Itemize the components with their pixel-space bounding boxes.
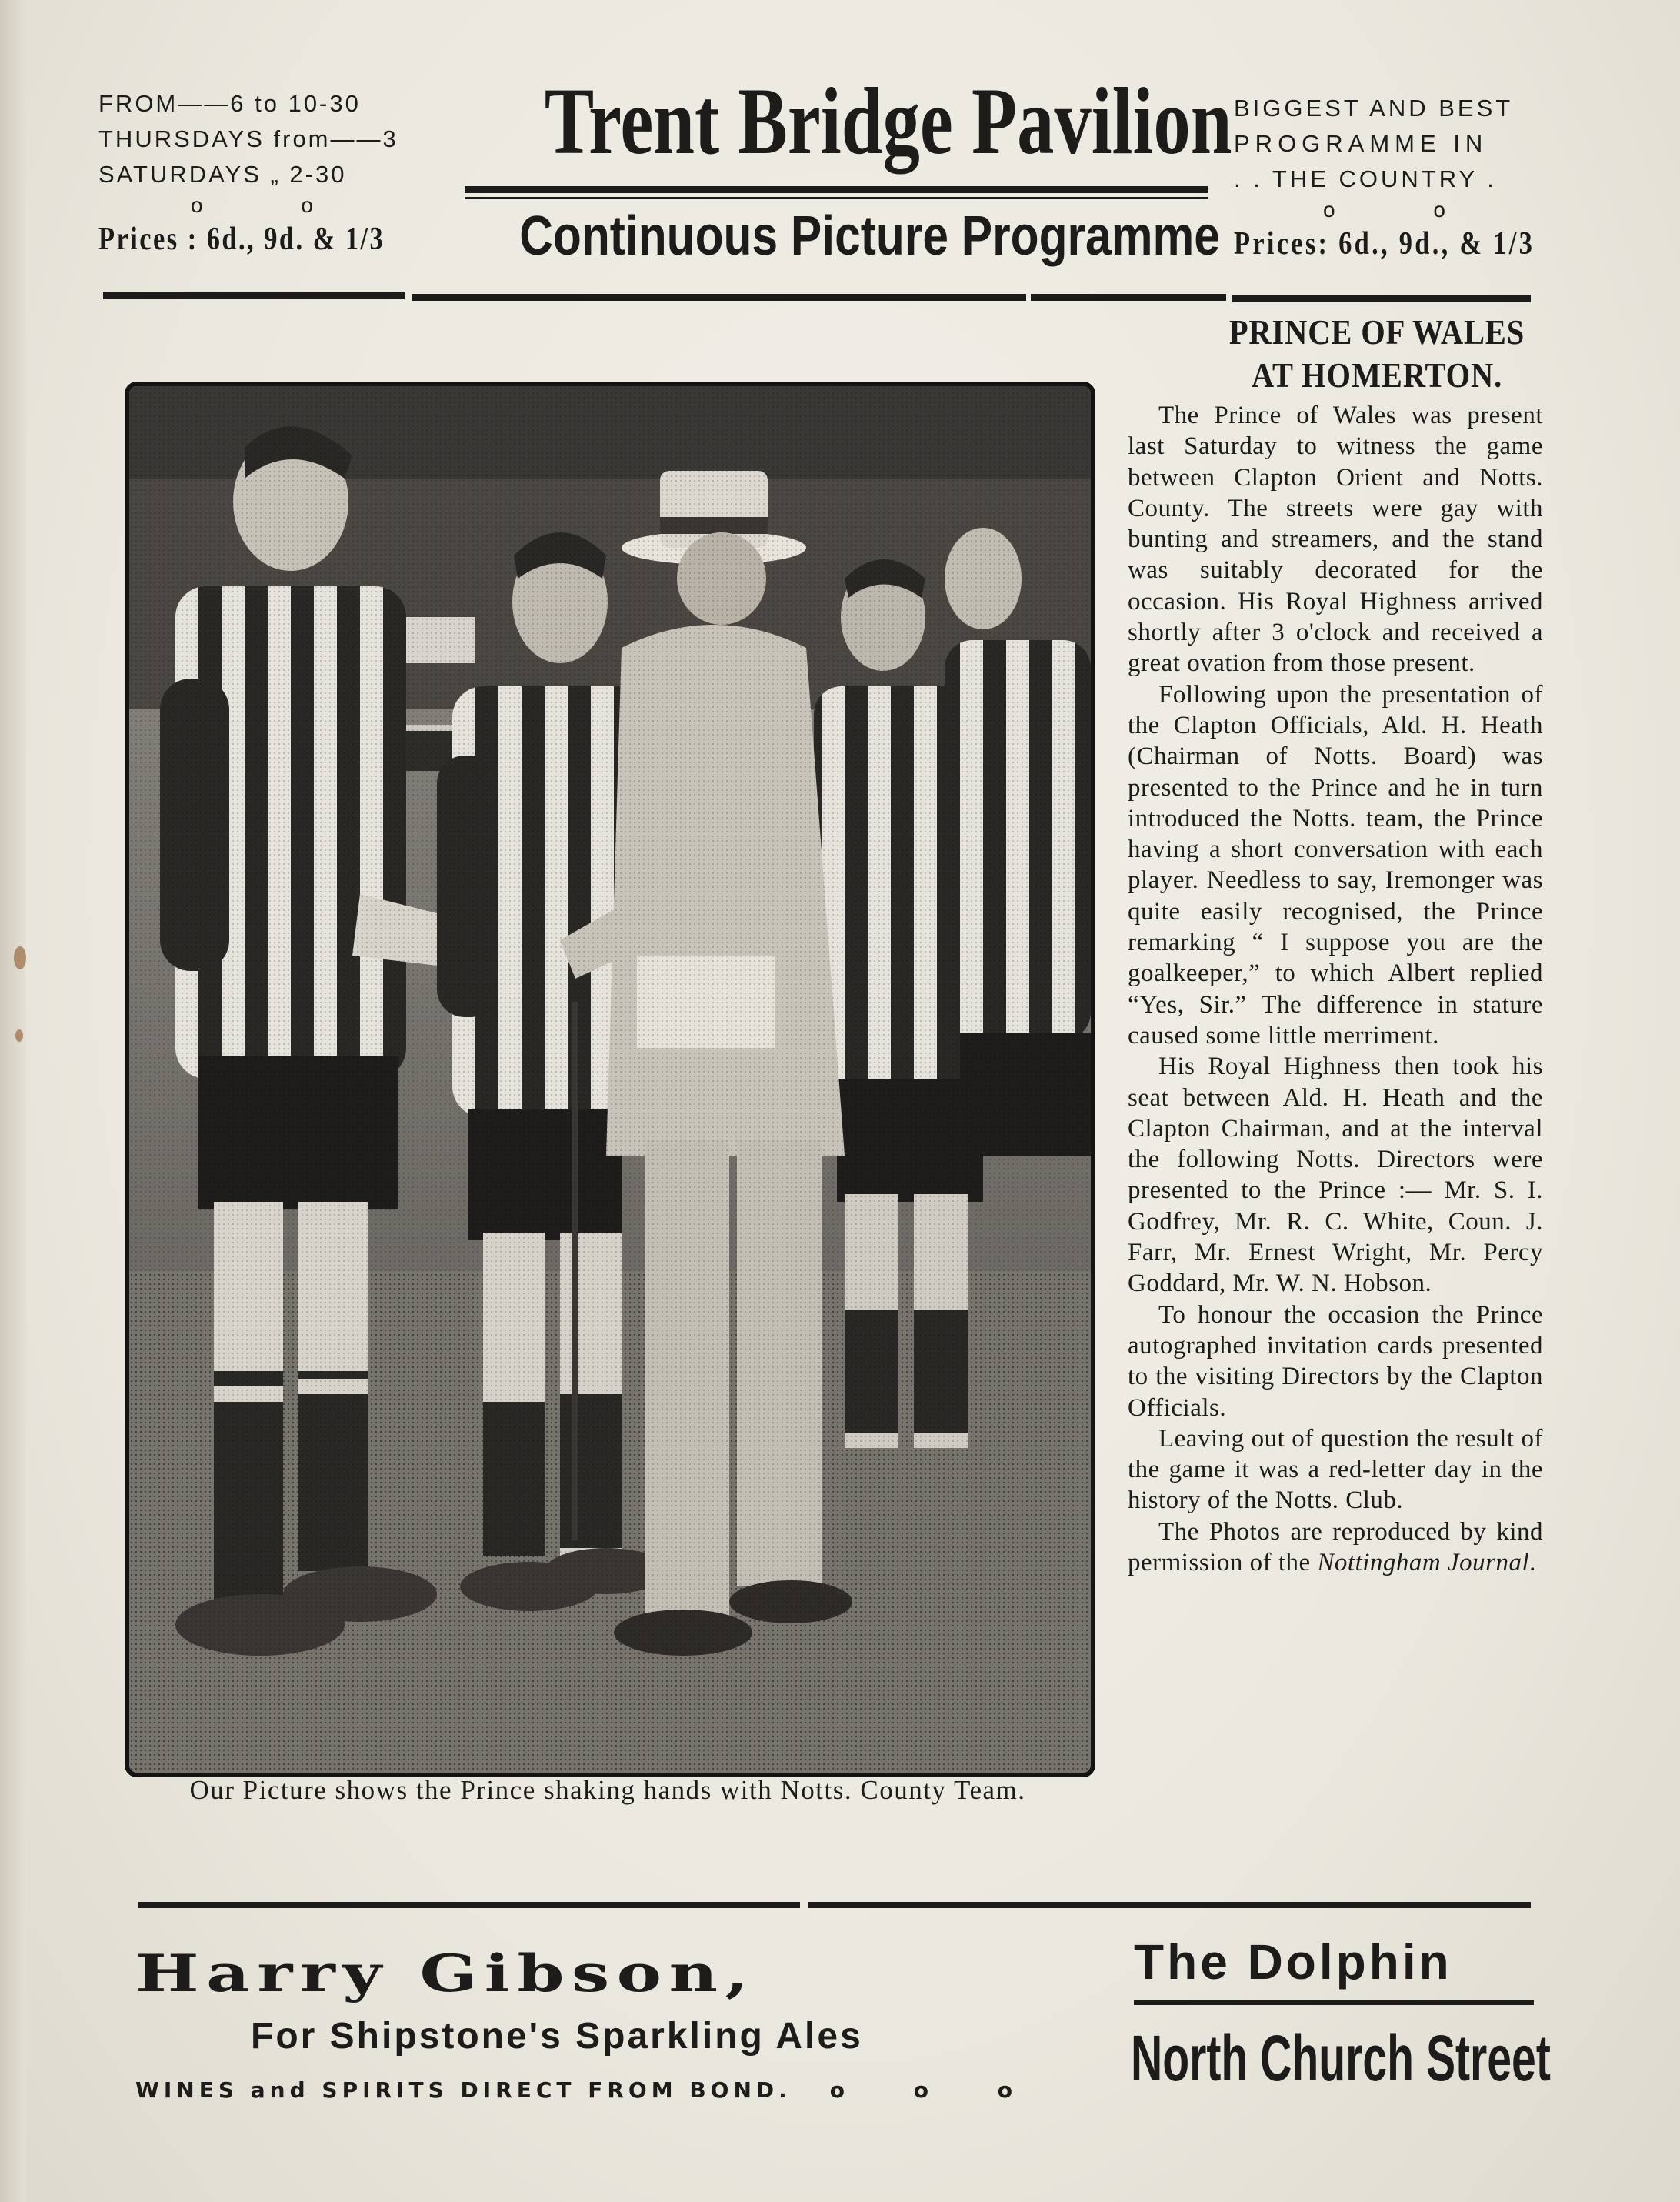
pub-address: North Church Street xyxy=(1131,2022,1551,2094)
masthead-subtitle: Continuous Picture Programme xyxy=(519,205,1220,267)
slogan-line-3: . . THE COUNTRY . xyxy=(1234,165,1497,192)
article-body xyxy=(1128,400,1543,1578)
ornament-dots: o o o xyxy=(829,2077,1044,2103)
article-paragraph: To honour the occasion the Prince autographed invitation cards presented to the visiting Directors by the Clapton Officials. xyxy=(1128,1300,1543,1422)
halftone-photo xyxy=(125,382,1095,1777)
masthead-rule-thin xyxy=(465,197,1208,199)
credit-text: The Photos are reproduced by kind permission of the xyxy=(1128,1517,1543,1576)
article-credit xyxy=(1128,1516,1543,1579)
wines-line xyxy=(135,2071,1089,2110)
photo-illustration xyxy=(129,386,1091,1773)
credit-source: Nottingham Journal xyxy=(1317,1548,1530,1576)
opening-hours-block xyxy=(98,86,422,257)
rust-stain xyxy=(15,1029,23,1042)
ornament-dots: o o xyxy=(1323,198,1492,222)
ales-tagline: For Shipstone's Sparkling Ales xyxy=(251,2016,863,2057)
prices-right: Prices: 6d., 9d., & 1/3 xyxy=(1234,226,1535,262)
article-paragraph: Leaving out of question the result of the game it was a red-letter day in the history of the Notts. Club. xyxy=(1128,1424,1543,1515)
masthead-title: Trent Bridge Pavilion xyxy=(544,68,1232,174)
slogan-block xyxy=(1234,91,1542,262)
hours-line-3: SATURDAYS „ 2-30 xyxy=(98,161,347,188)
ornament-dots: o o xyxy=(191,193,359,217)
footer-rule xyxy=(808,1902,1531,1908)
hours-line-2: THURSDAYS from——3 xyxy=(98,125,398,152)
slogan-line-1: BIGGEST AND BEST xyxy=(1234,95,1514,122)
pub-rule xyxy=(1134,2000,1534,2005)
credit-end: . xyxy=(1529,1548,1536,1576)
headline-line-2: AT HOMERTON. xyxy=(1251,355,1503,395)
article-paragraph: His Royal Highness then took his seat between Ald. H. Heath and the Clapton Chairman, and at the interval the following Notts. Directors were presented to the Prince :— Mr. S. I. Godfrey, Mr. R. C. White, Coun. J. Farr, Mr. Ernest Wright, Mr. Percy Goddard, Mr. W. N. Hobson. xyxy=(1128,1053,1543,1298)
pub-name: The Dolphin xyxy=(1134,1934,1452,1990)
article-paragraph: The Prince of Wales was present last Saturday to witness the game between Clapton Orient and Notts. County. The streets were gay with bunting and streamers, and the stand was suitably decorated for the occasion. His Royal Highness arrived shortly after 3 o'clock and received a great ovation from those present. xyxy=(1128,402,1543,678)
article-paragraph: Following upon the presentation of the Clapton Officials, Ald. H. Heath (Chairman of Notts. Board) was presented to the Prince and he in turn introduced the Notts. team, the Prince having a short conversation with each player. Needless to say, Iremonger was quite easily recognised, the Prince remarking “ I suppose you are the goalkeeper,” to which Albert replied “Yes, Sir.” The difference in stature caused some little merriment. xyxy=(1128,680,1543,1049)
article-headline xyxy=(1154,311,1601,397)
headline-line-1: PRINCE OF WALES xyxy=(1228,312,1525,352)
photo-caption: Our Picture shows the Prince shaking hands with Notts. County Team. xyxy=(189,1775,1026,1805)
masthead-rule xyxy=(465,186,1208,193)
hours-line-1: FROM——6 to 10-30 xyxy=(98,90,361,117)
advertiser-name: Harry Gibson, xyxy=(135,1943,756,2003)
header-divider xyxy=(412,294,1026,301)
prices-left: Prices : 6d., 9d. & 1/3 xyxy=(98,222,385,257)
rust-stain xyxy=(14,946,26,969)
slogan-line-2: PROGRAMME IN xyxy=(1234,130,1488,157)
header-divider xyxy=(103,292,405,299)
footer-rule xyxy=(138,1902,800,1908)
wines-text: WINES and SPIRITS DIRECT FROM BOND. xyxy=(135,2077,792,2103)
header-divider xyxy=(1031,294,1226,301)
page-binding-edge xyxy=(0,0,26,2202)
header-divider xyxy=(1232,295,1531,302)
